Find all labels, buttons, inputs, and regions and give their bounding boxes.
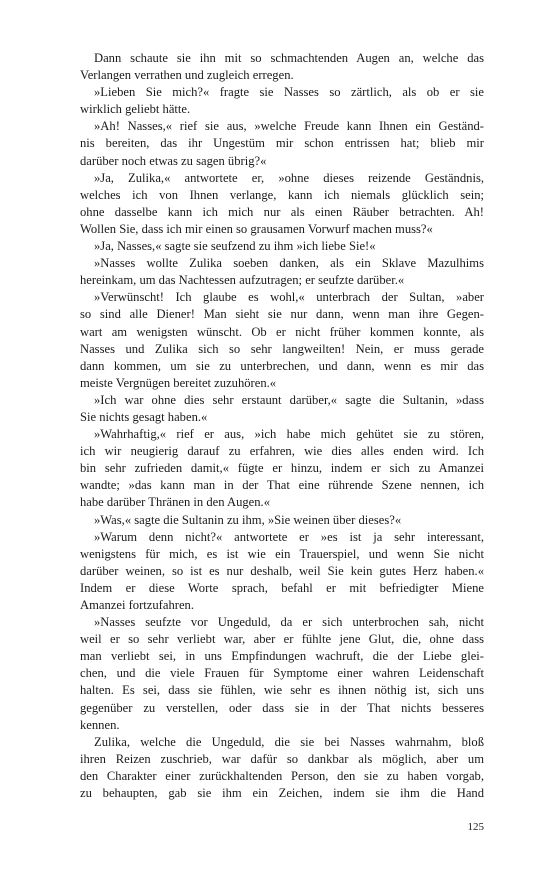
text-line: wirklich geliebt hätte. [80,102,191,117]
text-line: wandte; »das kann man in der That eine rührende Szene nennen, ich [80,478,484,493]
text-line: nis bereiten, das ihr Ungestüm mir schon entrissen hat; blieb mir [80,136,484,151]
text-line: »Ja, Zulika,« antwortete er, »ohne dieses reizende Geständnis, [94,170,484,185]
text-line: Nasses und Zulika sich so sehr langweilten! Nein, er muss gerade [80,341,484,356]
text-line: Wollen Sie, dass ich mir einen so grausamen Vorwurf machen muss?« [80,221,433,236]
text-line: »Wahrhaftig,« rief er aus, »ich habe mich gehütet sie zu stören, [94,427,484,442]
text-line: man verliebt sei, in uns Empfindungen wachruft, die der Liebe glei- [80,649,484,664]
text-line: »Warum denn nicht?« antwortete er »es ist ja sehr interessant, [94,529,484,544]
text-line: zu behaupten, gab sie ihm ein Zeichen, indem sie ihm die Hand [80,786,484,801]
text-line: »Ja, Nasses,« sagte sie seufzend zu ihm »ich liebe Sie!« [94,239,376,254]
text-line: Indem er diese Worte sprach, befahl er mit befriedigter Miene [80,580,484,595]
text-line: Zulika, welche die Ungeduld, die sie bei Nasses wahrnahm, bloß [94,734,484,749]
text-line: weil er so sehr verliebt war, aber er fühlte jene Glut, die, ohne dass [80,632,484,647]
text-line: darüber weinen, so ist es nur deshalb, weil Sie kein gutes Herz haben.« [80,563,484,578]
text-line: meiste Vergnügen bereitet zuzuhören.« [80,375,277,390]
text-line: Verlangen verrathen und zugleich erregen. [80,68,294,83]
text-line: Dann schaute sie ihn mit so schmachtenden Augen an, welche das [94,51,484,65]
text-line: »Lieben Sie mich?« fragte sie Nasses so zärtlich, als ob er sie [94,85,484,100]
text-line: bin sehr zufrieden damit,« fügte er hinzu, indem er sich zu Amanzei [80,461,484,476]
text-line: »Ah! Nasses,« rief sie aus, »welche Freude kann Ihnen ein Geständ- [94,119,484,134]
text-line: halten. Es sei, dass sie fühlen, wie sehr es ihnen nöthig ist, sich uns [80,683,484,698]
text-line: ihren Reizen zuschrieb, war dafür so dankbar als möglich, aber um [80,751,484,766]
text-line: »Nasses seufzte vor Ungeduld, da er sich unterbrochen sah, nicht [94,615,484,630]
text-line: wart am wenigsten wünscht. Ob er nicht früher kommen konnte, als [80,324,484,339]
text-line: habe darüber Thränen in den Augen.« [80,495,271,510]
text-line: gegenüber zu verstellen, oder dass sie in der That nichts besseres [80,700,484,715]
text-line: hereinkam, um das Nachtessen aufzutragen; er seufzte darüber.« [80,273,405,288]
text-line: Amanzei fortzufahren. [80,598,194,612]
text-line: chen, und die viele Frauen für Symptome einer wahren Leidenschaft [80,666,484,681]
body-text [80,50,484,802]
text-line: »Nasses wollte Zulika soeben danken, als ein Sklave Mazulhims [94,256,484,271]
text-line: welches ich von Ihnen verlange, kann ich niemals glücklich sein; [80,187,484,202]
text-line: Sie nichts gesagt haben.« [80,409,208,424]
text-line: »Was,« sagte die Sultanin zu ihm, »Sie weinen über dieses?« [94,512,402,527]
text-line: »Verwünscht! Ich glaube es wohl,« unterbrach der Sultan, »aber [94,290,484,305]
text-line: »Ich war ohne dies sehr erstaunt darüber,« sagte die Sultanin, »dass [94,392,484,407]
text-line: den Charakter einer zurückhaltenden Person, den sie zu haben vorgab, [80,768,484,783]
text-line: ohne dasselbe kann ich mich nur als einen Räuber betrachten. Ah! [80,204,484,219]
text-line: kennen. [80,717,120,732]
text-line: darüber noch etwas zu sagen übrig?« [80,153,267,168]
text-line: dann kommen, um sie zu unterbrechen, und dann, wenn es mir das [80,358,484,373]
page-number: 125 [467,821,484,833]
text-line: ich wir neugierig darauf zu erfahren, wie dies alles enden wird. Ich [80,444,484,459]
text-line: wenigstens für mich, es ist wie ein Trauerspiel, und wenn Sie nicht [80,546,484,561]
text-line: so sind alle Diener! Man sieht sie nur dann, wenn man ihre Gegen- [80,307,484,322]
